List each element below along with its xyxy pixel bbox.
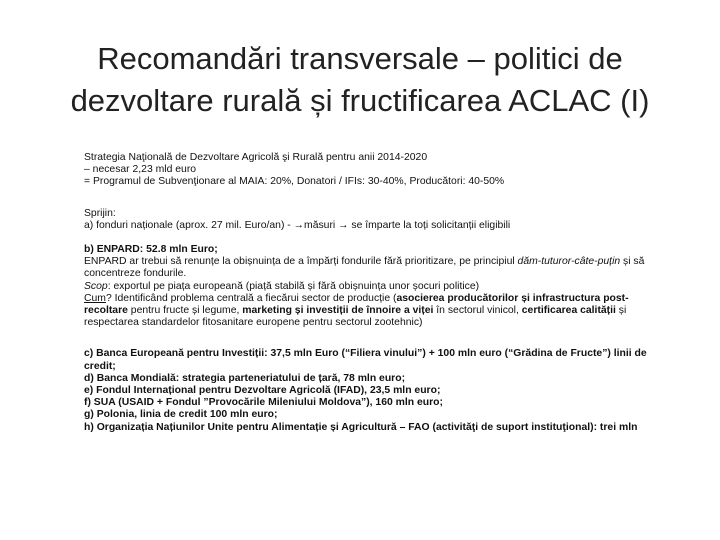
funders-list: [84, 348, 664, 433]
enpard-heading: b) ENPARD: 52.8 mln Euro;: [84, 244, 218, 256]
support-item-a-mid: măsuri: [304, 219, 339, 231]
strategy-line-1: Strategia Naţională de Dezvoltare Agricolă şi Rurală pentru anii 2014-2020: [84, 152, 428, 163]
support-block: [84, 208, 664, 232]
strategy-block: [84, 152, 664, 189]
funder-item: d) Banca Mondială: strategia parteneriatului de țară, 78 mln euro;: [84, 372, 406, 384]
arrow-icon: →: [338, 219, 349, 231]
strategy-line-2: – necesar 2,23 mld euro: [84, 164, 197, 176]
funder-item: g) Polonia, linia de credit 100 mln euro;: [84, 409, 278, 421]
enpard-block: [84, 244, 664, 329]
support-label: Sprijin:: [84, 207, 116, 219]
slide-title: [40, 38, 680, 122]
enpard-text: ENPARD ar trebui să renunțe la obișnuința de a împărți fondurile fără prioritizare, pe principiul dăm-tuturor-câte-puțin și să concentreze fondurile.: [84, 256, 645, 280]
funder-item: c) Banca Europeană pentru Investiții: 37,5 mln Euro (“Filiera vinului”) + 100 mln euro (“Grădina de Fructe”) linii de credit;: [84, 348, 647, 372]
slide-body: [84, 152, 664, 434]
funder-item: h) Organizația Națiunilor Unite pentru Alimentație și Agricultură – FAO (activităţi de suport instituţional): trei mln: [84, 421, 638, 433]
funder-item: e) Fondul Internațional pentru Dezvoltare Agricolă (IFAD), 23,5 mln euro;: [84, 385, 441, 397]
arrow-icon: →: [293, 219, 305, 231]
support-item-a: [84, 220, 664, 232]
title-line-1: Recomandări transversale – politici de: [97, 41, 623, 76]
enpard-scope: Scop: exportul pe piața europeană (piață stabilă și fără obișnuința unor șocuri politice): [84, 280, 480, 292]
strategy-line-3: = Programul de Subvenţionare al MAIA: 20%, Donatori / IFIs: 30-40%, Producători: 40-50%: [84, 176, 505, 188]
enpard-how: Cum? Identificând problema centrală a fiecărui sector de producție (asocierea producătorilor și infrastructura post-recoltare pentru fructe și legume, marketing și investiții de înnoire a viței în sectorul vinicol, certificarea calității și respectarea standardelor fitosanitare europene pentru sectorul zootehnic): [84, 292, 629, 329]
title-line-2: dezvoltare rurală și fructificarea ACLAC (I): [70, 83, 650, 118]
support-item-a-suffix: se împarte la toți solicitanții eligibili: [348, 219, 511, 231]
support-item-a-prefix: a) fonduri naționale (aprox. 27 mil. Euro/an) -: [84, 219, 294, 231]
funder-item: f) SUA (USAID + Fondul ”Provocările Mileniului Moldova”), 160 mln euro;: [84, 397, 443, 409]
